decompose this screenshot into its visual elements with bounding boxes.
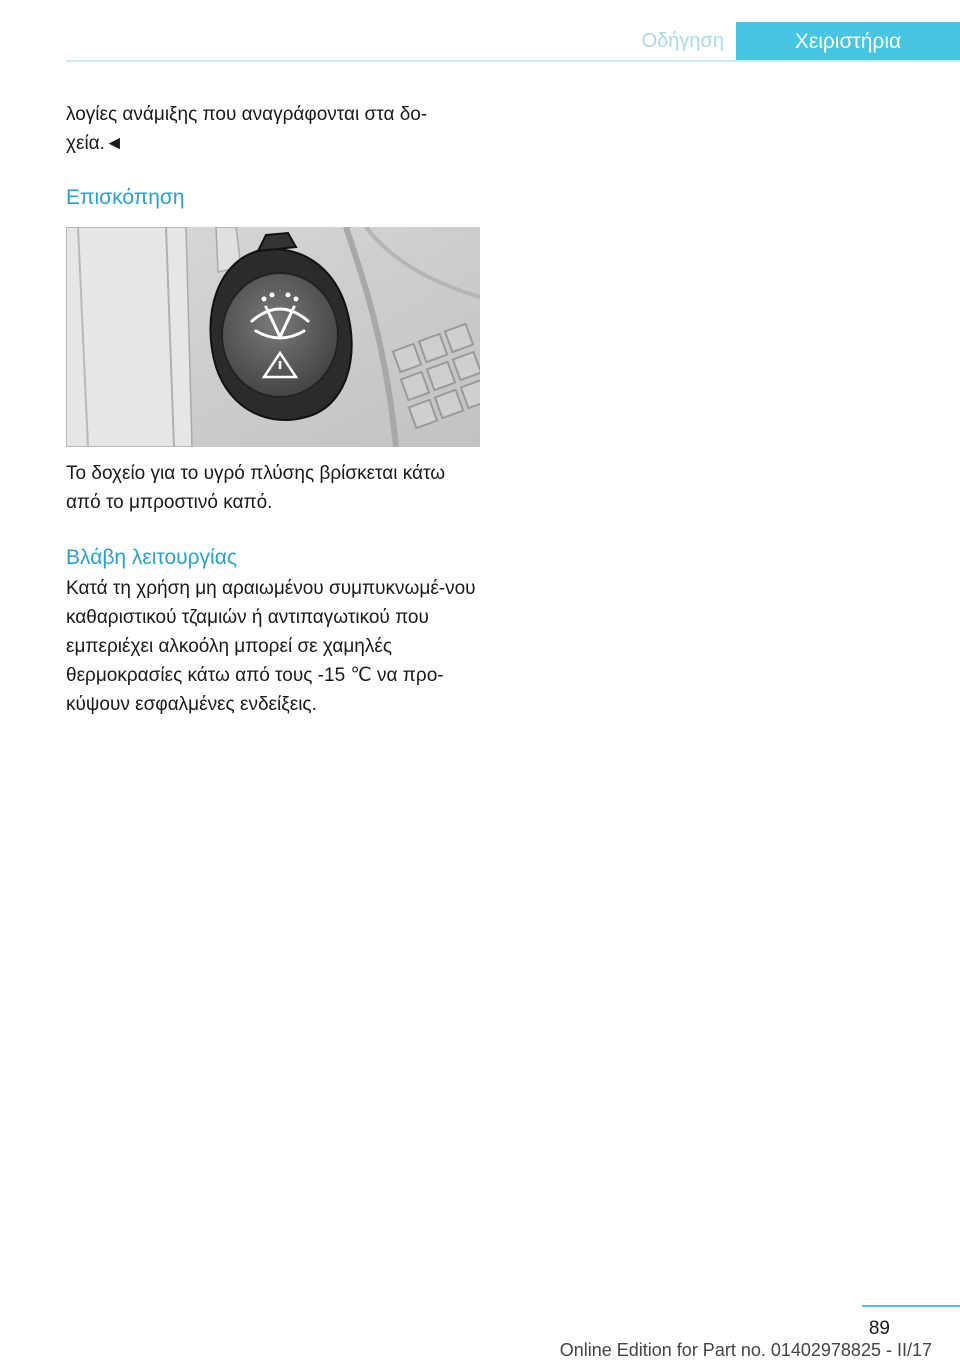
caption-text: Το δοχείο για το υγρό πλύσης βρίσκεται κάτω από το μπροστινό καπό. — [66, 463, 446, 513]
washer-reservoir-illustration — [66, 227, 480, 447]
intro-paragraph — [66, 100, 480, 158]
section-tab-controls: Χειριστήρια — [736, 22, 960, 62]
page-number: 89 — [868, 1318, 890, 1339]
page-header — [66, 22, 960, 62]
intro-text: λογίες ανάμιξης που αναγράφονται στα δο-χεία.◄ — [66, 104, 428, 154]
overview-heading: Επισκόπηση — [66, 186, 185, 209]
section-tab-driving: Οδήγηση — [641, 30, 724, 52]
header-rule — [66, 60, 960, 62]
fault-paragraph — [66, 574, 480, 719]
fault-text: Κατά τη χρήση μη αραιωμένου συμπυκνωμέ-νου καθαριστικού τζαμιών ή αντιπαγωτικού που εμπεριέχει αλκοόλη μπορεί σε χαμηλές θερμοκρασίες κάτω από τους -15 ℃ να προ-κύψουν εσφαλμένες ενδείξεις. — [66, 578, 476, 715]
fault-heading: Βλάβη λειτουργίας — [66, 546, 237, 569]
figure-caption — [66, 459, 480, 517]
washer-reservoir-figure — [66, 227, 480, 447]
footer-rule — [862, 1305, 960, 1307]
edition-note: Online Edition for Part no. 01402978825 - II/17 — [559, 1340, 932, 1360]
